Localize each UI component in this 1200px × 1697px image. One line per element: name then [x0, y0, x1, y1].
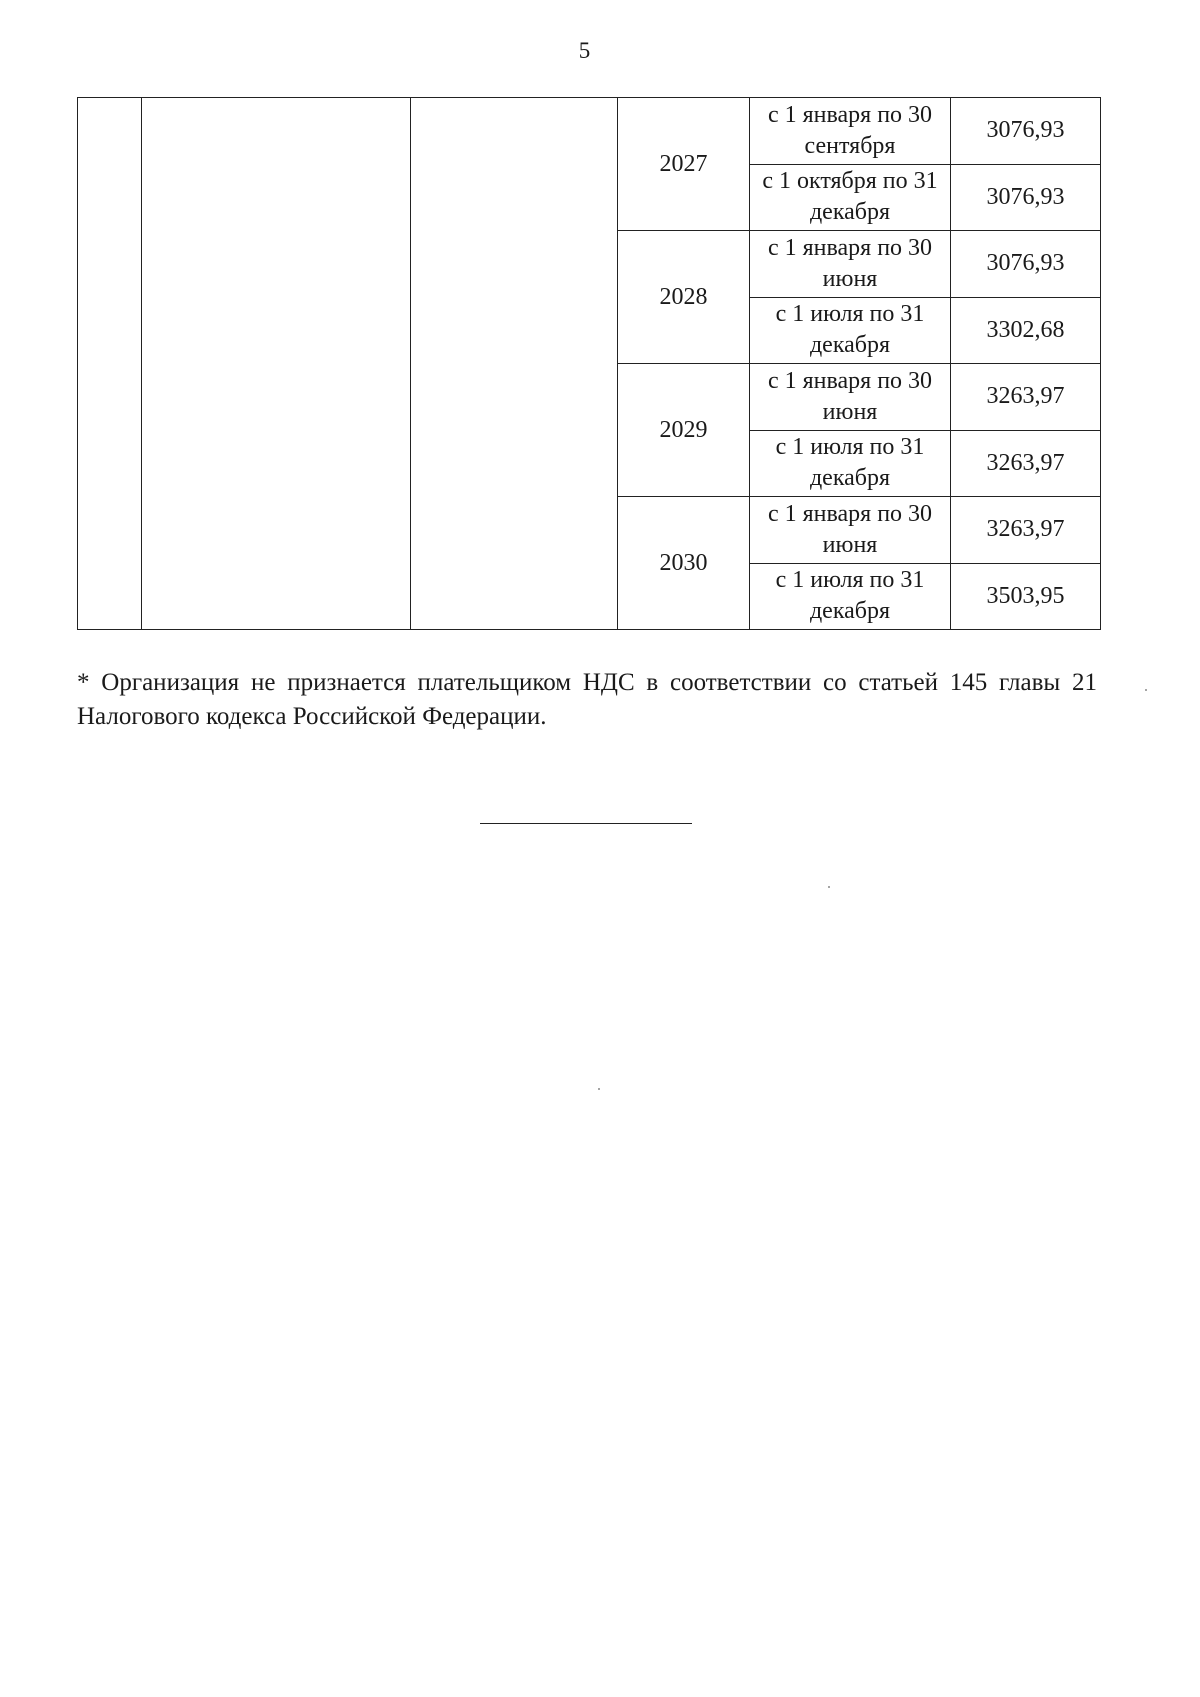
- period-cell: с 1 января по 30 июня: [750, 497, 951, 564]
- price-cell: 3263,97: [951, 364, 1101, 431]
- price-cell: 3076,93: [951, 231, 1101, 298]
- year-cell: 2028: [618, 231, 750, 364]
- price-cell: 3302,68: [951, 297, 1101, 364]
- table-row: [78, 98, 1101, 165]
- col-category-cell: [411, 98, 618, 630]
- vat-footnote: * Организация не признается плательщиком НДС в соответствии со статьей 145 главы 21 Налогового кодекса Российской Федерации.: [77, 669, 1097, 730]
- page-number: 5: [578, 38, 591, 63]
- period-cell: с 1 июля по 31 декабря: [750, 563, 951, 630]
- tariff-table: [77, 97, 1101, 630]
- year-cell: 2030: [618, 497, 750, 630]
- tariff-table-body: [78, 98, 1101, 630]
- year-cell: 2027: [618, 98, 750, 231]
- period-cell: с 1 января по 30 июня: [750, 231, 951, 298]
- col-organization-cell: [142, 98, 411, 630]
- price-cell: 3503,95: [951, 563, 1101, 630]
- period-cell: с 1 июля по 31 декабря: [750, 297, 951, 364]
- year-cell: 2029: [618, 364, 750, 497]
- end-of-document-line: [480, 823, 692, 824]
- price-cell: 3076,93: [951, 164, 1101, 231]
- period-cell: с 1 января по 30 июня: [750, 364, 951, 431]
- col-number-cell: [78, 98, 142, 630]
- price-cell: 3076,93: [951, 98, 1101, 165]
- scan-speck: [598, 1088, 600, 1090]
- period-cell: с 1 июля по 31 декабря: [750, 430, 951, 497]
- scan-speck: [828, 886, 830, 888]
- period-cell: с 1 января по 30 сентября: [750, 98, 951, 165]
- period-cell: с 1 октября по 31 декабря: [750, 164, 951, 231]
- price-cell: 3263,97: [951, 430, 1101, 497]
- scan-speck: [1145, 689, 1147, 691]
- price-cell: 3263,97: [951, 497, 1101, 564]
